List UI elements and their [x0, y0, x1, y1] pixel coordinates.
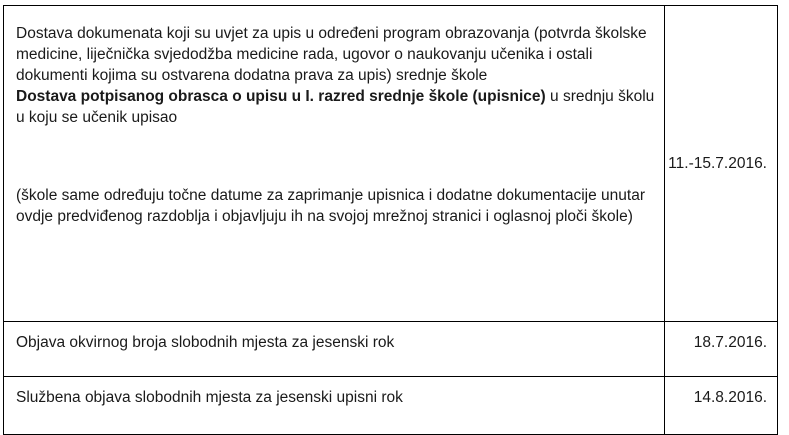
schools-note-text: (škole same određuju točne datume za zaprimanje upisnica i dodatne dokumentacije unutar ovdje predviđenog razdoblja i objavljuju ih na svojoj mrežnoj stranici i oglasnoj ploči škole): [16, 187, 645, 225]
enrollment-form-bold-text: Dostava potpisanog obrasca o upisu u I. razred srednje škole (upisnice): [16, 88, 546, 105]
description-cell: [4, 6, 665, 322]
enrollment-form-text: [16, 86, 658, 128]
date-cell: 11.-15.7.2016.: [665, 6, 778, 322]
table-row: [4, 6, 778, 322]
table-row: [4, 377, 778, 435]
table-row: [4, 322, 778, 377]
date-cell: 18.7.2016.: [665, 322, 778, 377]
documents-requirement-text: Dostava dokumenata koji su uvjet za upis u određeni program obrazovanja (potvrda školske medicine, liječnička svjedodžba medicine rada, ugovor o naukovanju učenika i ostali dokumenti kojima su ostvarena dodatna prava za upis) srednje škole: [16, 25, 647, 84]
description-cell: Službena objava slobodnih mjesta za jesenski upisni rok: [4, 377, 665, 435]
spacer: [16, 128, 658, 185]
enrollment-form-rest-text: u srednju školu u koju se učenik upisao: [16, 88, 655, 126]
date-cell: 14.8.2016.: [665, 377, 778, 435]
enrollment-schedule-table: [3, 5, 778, 435]
description-cell: Objava okvirnog broja slobodnih mjesta za jesenski rok: [4, 322, 665, 377]
